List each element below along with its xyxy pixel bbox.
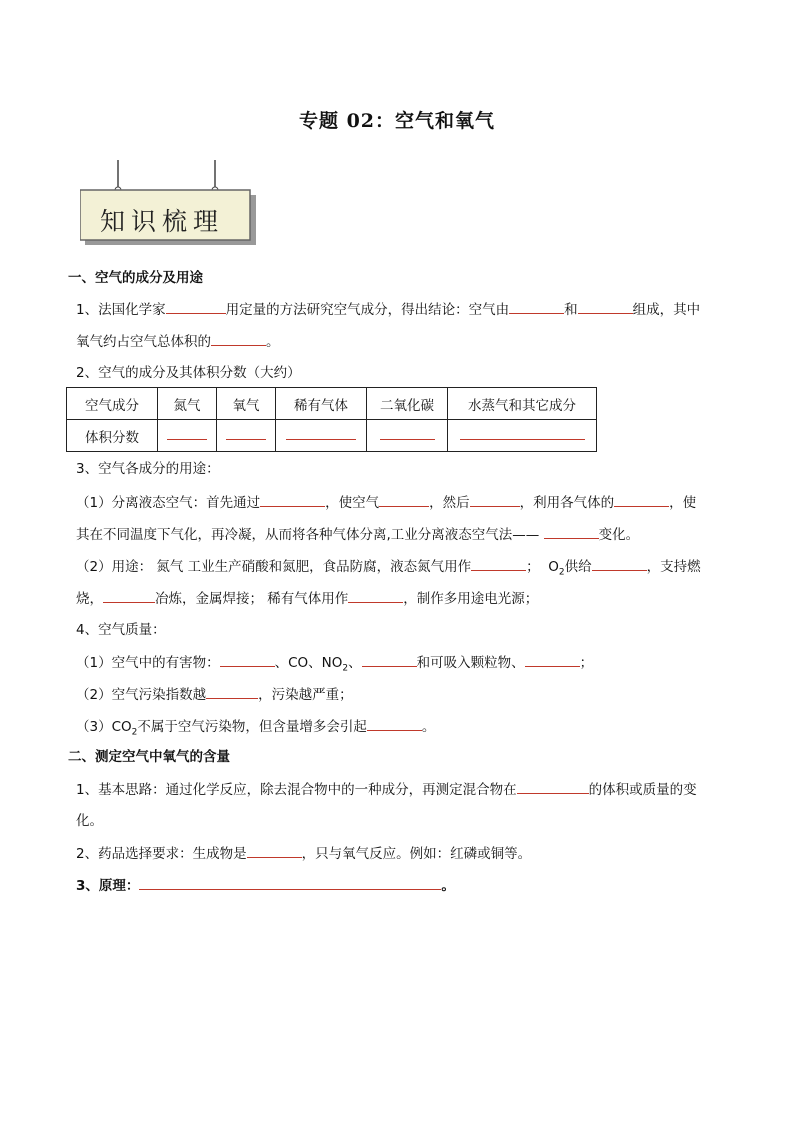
banner-label: 知识梳理	[99, 207, 224, 236]
table-header-cell: 稀有气体	[276, 388, 367, 420]
page-title: 专题 02：空气和氧气	[298, 110, 496, 132]
item2: 2、空气的成分及其体积分数（大约）	[76, 365, 301, 381]
table-header-cell: 水蒸气和其它成分	[448, 388, 597, 420]
section1-heading: 一、空气的成分及用途	[68, 270, 203, 286]
table-header-row	[67, 388, 597, 420]
item4-3: $(3)CO_2$不属于空气污染物，但含量增多会引起 。	[76, 716, 435, 743]
table-row	[67, 420, 597, 452]
item1-line1: 1、法国化学家 用定量的方法研究空气成分，得出结论：空气由 和 组成，其中	[76, 299, 700, 320]
item3: 3、空气各成分的用途：	[76, 461, 220, 477]
table-header-cell: 氧气	[217, 388, 276, 420]
item3-2-line1: （2）用途： 氮气 工业生产硝酸和氮肥，食品防腐，液态氮气用作 ； $O_2$供给 ，支持燃	[76, 556, 701, 583]
item3-1-line2: 其在不同温度下气化，再冷凝，从而将各种气体分离,工业分离液态空气法—— 变化。	[76, 524, 639, 545]
table-header-cell: 二氧化碳	[367, 388, 448, 420]
item4: 4、空气质量：	[76, 622, 166, 638]
s2-item2: 2、药品选择要求：生成物是 ，只与氧气反应。例如：红磷或铜等。	[76, 843, 531, 864]
s2-item1-line1: 1、基本思路：通过化学反应，除去混合物中的一种成分，再测定混合物在 的体积或质量的变	[76, 779, 697, 800]
table-cell-blank	[276, 420, 367, 452]
item1-line2: 氧气约占空气总体积的 。	[76, 331, 280, 352]
item3-1-line1: （1）分离液态空气：首先通过 ，使空气 ，然后 ，利用各气体的 ，使	[76, 492, 696, 513]
item4-1: （1）空气中的有害物： 、CO、$NO_2$、 和可吸入颗粒物、 ；	[76, 652, 593, 679]
item4-2: （2）空气污染指数越 ，污染越严重；	[76, 684, 353, 705]
table-header-cell: 氮气	[158, 388, 217, 420]
table-header-cell: 空气成分	[67, 388, 158, 420]
table-cell-blank	[448, 420, 597, 452]
table-cell-blank	[158, 420, 217, 452]
s2-item1-line2: 化。	[76, 813, 103, 829]
table-row-label: 体积分数	[67, 420, 158, 452]
knowledge-banner	[80, 158, 260, 248]
item3-2-line2: 烧， 冶炼，金属焊接； 稀有气体用作 ，制作多用途电光源；	[76, 588, 538, 609]
table-cell-blank	[367, 420, 448, 452]
air-composition-table	[66, 387, 597, 452]
s2-item3: 3、原理： 。	[76, 875, 455, 896]
table-cell-blank	[217, 420, 276, 452]
section2-heading: 二、测定空气中氧气的含量	[68, 749, 230, 765]
